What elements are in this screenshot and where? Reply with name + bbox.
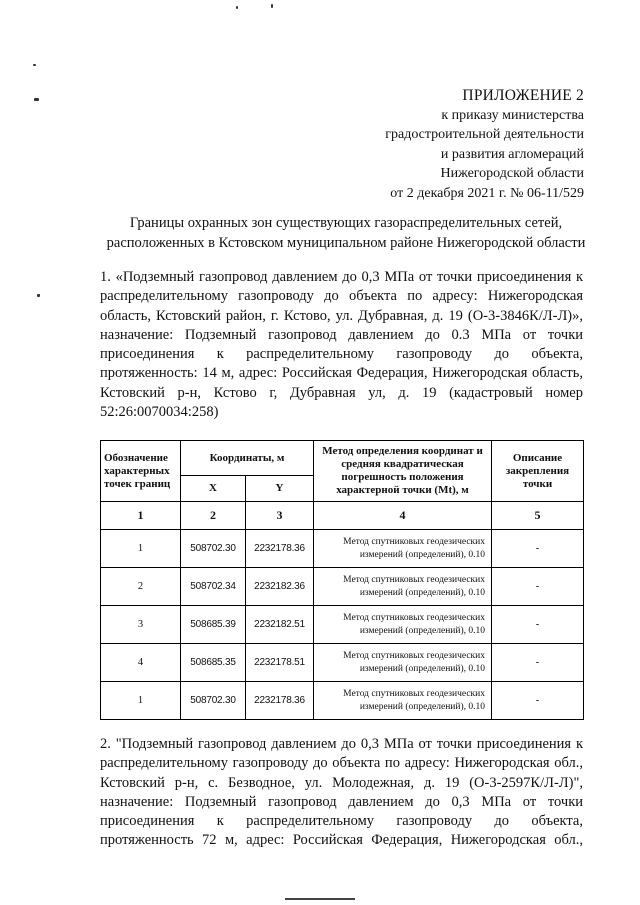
paragraph-line: Кстовский р-н, с. Безводное, ул. Молодежная, д. 19 (О-3-2597К/Л-Л)", <box>100 774 583 791</box>
paragraph-line: назначение: Подземный газопровод давлением до 0.3 МПа от точки <box>100 326 583 343</box>
paragraph-1 <box>100 268 583 422</box>
paragraph-line: распределительному газопроводу до объекта по адресу: Нижегородская <box>100 288 583 305</box>
page-footer-mark <box>285 898 355 900</box>
paragraph-2 <box>100 735 583 851</box>
method-line: измерений (определений), 0.10 <box>359 549 485 560</box>
method-line: Метод спутниковых геодезических <box>343 537 485 547</box>
paragraph-line: присоединения к распределительному газопроводу до объекта, <box>100 813 583 830</box>
method-cell <box>314 682 492 720</box>
method-line: измерений (определений), 0.10 <box>359 701 485 712</box>
column-number: 1 <box>101 502 181 530</box>
point-id: 1 <box>101 682 181 720</box>
method-line: Метод спутниковых геодезических <box>343 575 485 585</box>
col-header-y: Y <box>246 476 314 502</box>
column-number: 2 <box>181 502 246 530</box>
method-line: Метод спутниковых геодезических <box>343 613 485 623</box>
method-cell <box>314 530 492 568</box>
point-id: 4 <box>101 644 181 682</box>
method-line: Метод спутниковых геодезических <box>343 689 485 699</box>
header-line: Нижегородской области <box>440 166 584 182</box>
table-row <box>101 530 584 568</box>
order-date-number: от 2 декабря 2021 г. № 06-11/529 <box>390 185 584 201</box>
table-row <box>101 682 584 720</box>
description: - <box>492 682 584 720</box>
point-id: 2 <box>101 568 181 606</box>
paragraph-line: 2. "Подземный газопровод давлением до 0,3 МПа от точки присоединения к <box>100 736 583 752</box>
col-header-point: Обозначение характерных точек границ <box>101 441 181 502</box>
title-line: Границы охранных зон существующих газораспределительных сетей, <box>129 215 563 231</box>
description: - <box>492 606 584 644</box>
document-title <box>100 213 592 253</box>
header-line: градостроительной деятельности <box>385 127 584 143</box>
coord-x: 508702.30 <box>181 530 246 568</box>
paragraph-line: область, Кстовский район, г. Кстово, ул. Дубравная, д. 19 (О-3-3846К/Л-Л)», <box>100 307 583 324</box>
paragraph-line: 52:26:0070034:258) <box>100 404 219 421</box>
description: - <box>492 644 584 682</box>
appendix-title: ПРИЛОЖЕНИЕ 2 <box>462 87 584 104</box>
appendix-header <box>284 86 584 204</box>
paragraph-line: протяженность: 14 м, адрес: Российская Федерация, Нижегородская область, <box>100 365 583 382</box>
coordinates-table <box>100 440 584 720</box>
header-line: и развития агломераций <box>440 146 584 162</box>
method-cell <box>314 606 492 644</box>
point-id: 1 <box>101 530 181 568</box>
coord-x: 508702.30 <box>181 682 246 720</box>
paragraph-line: Кстовский р-н, Кстово г, Дубравная ул, д. 19 (кадастровый номер <box>100 384 583 401</box>
col-header-description: Описание закрепления точки <box>492 441 584 502</box>
paragraph-line: распределительному газопроводу до объекта по адресу: Нижегородская обл., <box>100 755 583 772</box>
method-line: измерений (определений), 0.10 <box>359 625 485 636</box>
header-line: к приказу министерства <box>441 107 584 123</box>
coord-y: 2232182.36 <box>246 568 314 606</box>
coord-x: 508702.34 <box>181 568 246 606</box>
column-numbers-row <box>101 502 584 530</box>
paragraph-line: 1. «Подземный газопровод давлением до 0,3 МПа от точки присоединения к <box>100 269 583 285</box>
table-row <box>101 606 584 644</box>
method-line: измерений (определений), 0.10 <box>359 663 485 674</box>
method-line: Метод спутниковых геодезических <box>343 651 485 661</box>
method-cell <box>314 644 492 682</box>
coord-x: 508685.39 <box>181 606 246 644</box>
table-row <box>101 644 584 682</box>
method-line: измерений (определений), 0.10 <box>359 587 485 598</box>
coord-y: 2232178.51 <box>246 644 314 682</box>
column-number: 4 <box>314 502 492 530</box>
coord-y: 2232178.36 <box>246 682 314 720</box>
col-header-x: X <box>181 476 246 502</box>
description: - <box>492 530 584 568</box>
paragraph-line: присоединения к распределительному газопроводу до объекта, <box>100 346 583 363</box>
table-row <box>101 568 584 606</box>
method-cell <box>314 568 492 606</box>
column-number: 5 <box>492 502 584 530</box>
paragraph-line: протяженность 72 м, адрес: Российская Федерация, Нижегородская обл., <box>100 832 583 849</box>
coord-x: 508685.35 <box>181 644 246 682</box>
coord-y: 2232178.36 <box>246 530 314 568</box>
coord-y: 2232182.51 <box>246 606 314 644</box>
title-line: расположенных в Кстовском муниципальном районе Нижегородской области <box>106 235 586 251</box>
description: - <box>492 568 584 606</box>
point-id: 3 <box>101 606 181 644</box>
col-header-method: Метод определения координат и средняя квадратическая погрешность положения характерной точки (Mt), м <box>314 441 492 502</box>
column-number: 3 <box>246 502 314 530</box>
paragraph-line: назначение: Подземный газопровод давлением до 0,3 МПа от точки <box>100 793 583 810</box>
col-header-coordinates: Координаты, м <box>181 441 314 476</box>
